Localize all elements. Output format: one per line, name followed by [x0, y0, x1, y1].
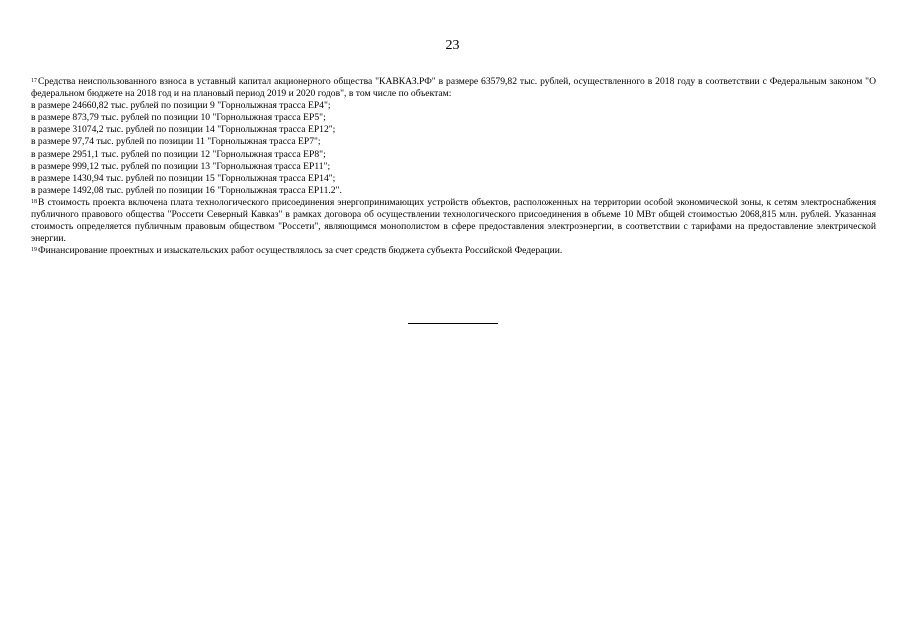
footnote-17-item: в размере 24660,82 тыс. рублей по позиции 9 "Горнолыжная трасса ЕР4"; [31, 100, 331, 112]
footnote-18-text: В стоимость проекта включена плата технологического присоединения энергопринимающих устройств объектов, расположенных на территории особой экономической зоны, к сетям электроснабжения публичного правового общества "Россети Северный Кавказ" в рамках договора об осуществлении технологического присоединения в объеме 10 МВт общей стоимостью 2068,815 млн. рублей. Указанная стоимость определяется публичным правовым обществом "Россети", являющимся монополистом в сфере предоставления электроэнергии, в соответствии с тарифами на предоставление электрической энергии. [31, 196, 876, 245]
page-number: 23 [445, 38, 460, 53]
footnote-19-text: Финансирование проектных и изыскательских работ осуществлялось за счет средств бюджета субъекта Российской Федерации. [38, 245, 563, 257]
footnote-17-item: в размере 97,74 тыс. рублей по позиции 11 "Горнолыжная трасса ЕР7"; [31, 136, 321, 148]
footnote-end-separator [408, 323, 498, 324]
footnote-17-intro [31, 76, 876, 100]
footnotes-block [31, 76, 876, 257]
footnote-19-marker: 19 [31, 247, 37, 254]
footnote-18 [31, 197, 876, 245]
footnote-17-item: в размере 2951,1 тыс. рублей по позиции 12 "Горнолыжная трасса ЕР8"; [31, 148, 326, 160]
footnote-17-item: в размере 999,12 тыс. рублей по позиции 13 "Горнолыжная трасса ЕР11"; [31, 160, 331, 172]
footnote-19 [31, 245, 876, 257]
footnote-17-item: в размере 31074,2 тыс. рублей по позиции 14 "Горнолыжная трасса ЕР12"; [31, 124, 336, 136]
footnote-17-marker: 17 [31, 78, 37, 84]
footnote-17-item: в размере 1492,08 тыс. рублей по позиции 16 "Горнолыжная трасса ЕР11.2". [31, 184, 342, 196]
footnote-17-item: в размере 873,79 тыс. рублей по позиции 10 "Горнолыжная трасса ЕР5"; [31, 112, 326, 124]
footnote-17-text: Средства неиспользованного взноса в уставный капитал акционерного общества "КАВКАЗ.РФ" в размере 63579,82 тыс. рублей, осуществленного в 2018 году в соответствии с Федеральным законом "О федеральном бюджете на 2018 год и на плановый период 2019 и 2020 годов", в том числе по объектам: [31, 76, 876, 100]
footnote-17-item: в размере 1430,94 тыс. рублей по позиции 15 "Горнолыжная трасса ЕР14"; [31, 172, 336, 184]
footnote-18-marker: 18 [31, 198, 37, 205]
